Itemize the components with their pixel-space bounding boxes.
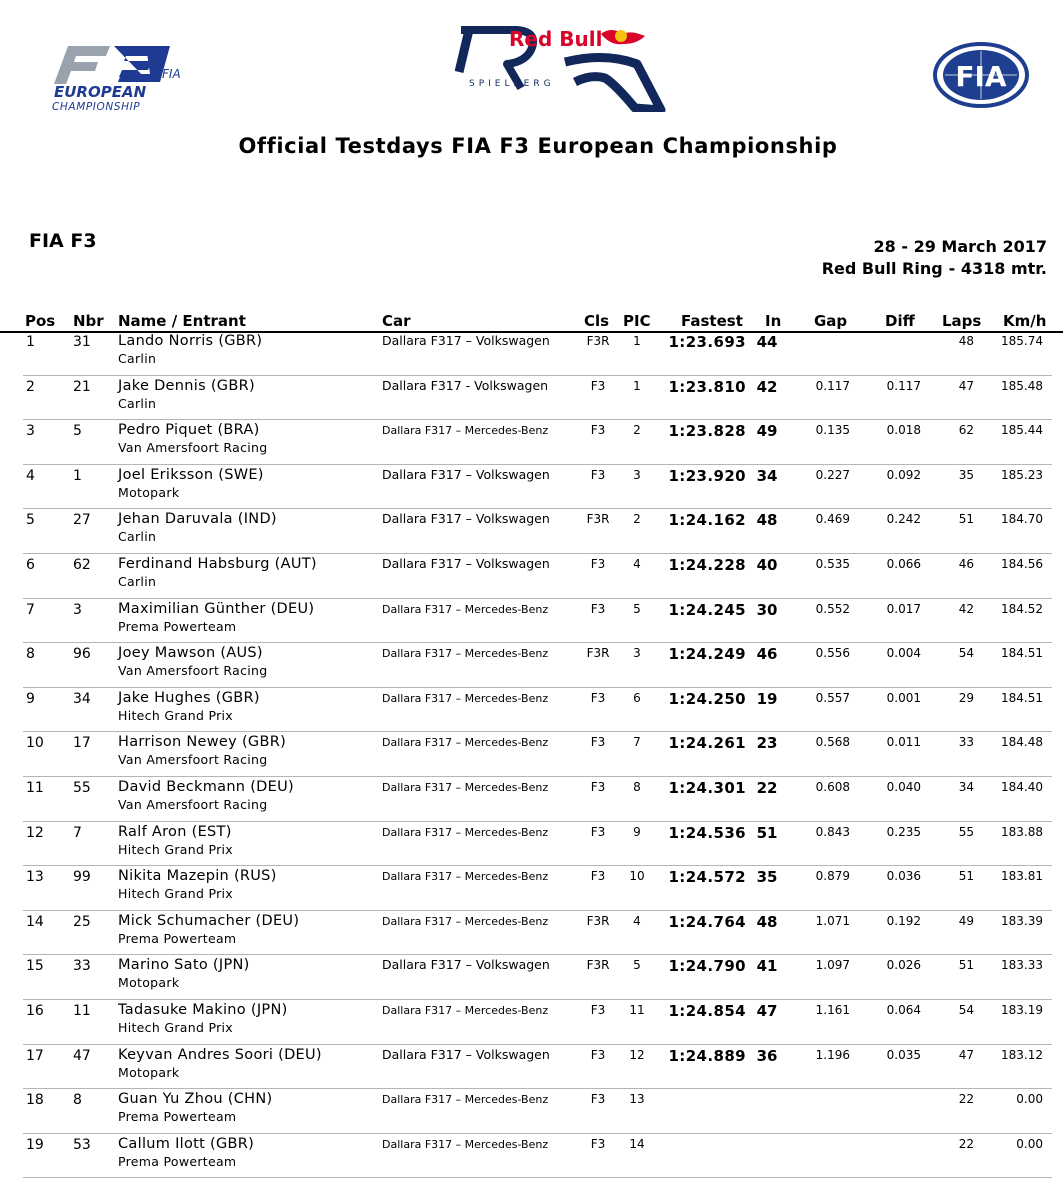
cell-laps: 29 — [958, 690, 974, 705]
svg-text:SPIELBERG: SPIELBERG — [469, 79, 555, 89]
cell-in: 22 — [756, 778, 778, 797]
cell-entrant: Motopark — [118, 1064, 180, 1080]
cell-pos: 13 — [26, 869, 44, 886]
cell-diff: 0.004 — [886, 646, 921, 661]
cell-driver-name: Marino Sato (JPN) — [118, 957, 250, 974]
cell-driver-name: Keyvan Andres Soori (DEU) — [118, 1046, 322, 1063]
col-name-header: Name / Entrant — [118, 312, 246, 330]
cell-cls: F3 — [590, 735, 606, 750]
cell-entrant: Prema Powerteam — [118, 1153, 237, 1169]
cell-entrant: Hitech Grand Prix — [118, 886, 233, 902]
table-row — [23, 554, 1052, 599]
cell-fastest: 1:24.572 — [668, 868, 746, 887]
cell-laps: 42 — [958, 601, 974, 616]
svg-text:FIA: FIA — [162, 67, 181, 81]
table-row — [23, 376, 1052, 421]
cell-pic: 5 — [633, 958, 641, 973]
table-row — [23, 643, 1052, 688]
cell-driver-name: Maximilian Günther (DEU) — [118, 600, 315, 617]
cell-fastest: 1:24.250 — [668, 689, 746, 708]
col-nbr-header: Nbr — [73, 312, 104, 330]
cell-kmh: 185.23 — [1001, 467, 1043, 482]
cell-driver-name: Ralf Aron (EST) — [118, 823, 232, 840]
cell-nbr: 27 — [73, 512, 91, 529]
results-table-body — [0, 331, 1063, 1178]
cell-entrant: Hitech Grand Prix — [118, 841, 233, 857]
svg-text:CHAMPIONSHIP: CHAMPIONSHIP — [52, 101, 141, 113]
cell-pos: 12 — [26, 824, 44, 841]
cell-nbr: 1 — [73, 467, 82, 484]
fia-logo — [933, 42, 1029, 108]
cell-pos: 4 — [26, 467, 35, 484]
cell-diff: 0.018 — [886, 423, 921, 438]
cell-gap: 0.843 — [815, 824, 850, 839]
cell-cls: F3 — [590, 378, 606, 393]
cell-nbr: 53 — [73, 1136, 91, 1153]
cell-nbr: 96 — [73, 646, 91, 663]
cell-diff: 0.242 — [886, 512, 921, 527]
cell-entrant: Van Amersfoort Racing — [118, 440, 268, 456]
cell-cls: F3 — [590, 601, 606, 616]
cell-pic: 5 — [633, 601, 641, 616]
f3-european-championship-logo — [48, 42, 198, 114]
cell-gap: 0.608 — [815, 779, 850, 794]
cell-entrant: Carlin — [118, 529, 157, 545]
cell-gap: 0.557 — [815, 690, 850, 705]
cell-fastest: 1:24.228 — [668, 555, 746, 574]
cell-car: Dallara F317 – Volkswagen — [382, 957, 550, 973]
cell-laps: 62 — [958, 423, 974, 438]
cell-nbr: 47 — [73, 1047, 91, 1064]
cell-cls: F3R — [586, 334, 610, 348]
svg-text:EUROPEAN: EUROPEAN — [54, 83, 147, 101]
cell-entrant: Hitech Grand Prix — [118, 1019, 233, 1035]
cell-laps: 51 — [958, 869, 974, 884]
cell-pos: 5 — [26, 512, 35, 529]
cell-kmh: 185.48 — [1001, 378, 1043, 393]
cell-diff: 0.092 — [886, 467, 921, 482]
cell-in: 49 — [756, 422, 778, 441]
cell-fastest: 1:24.301 — [668, 778, 746, 797]
cell-cls: F3 — [590, 423, 606, 438]
cell-pic: 14 — [629, 1136, 645, 1151]
cell-diff: 0.040 — [886, 779, 921, 794]
table-row — [23, 688, 1052, 733]
cell-nbr: 31 — [73, 334, 91, 350]
cell-cls: F3 — [590, 824, 606, 839]
cell-driver-name: Mick Schumacher (DEU) — [118, 912, 300, 929]
col-cls-header: Cls — [584, 312, 610, 330]
cell-driver-name: Jake Hughes (GBR) — [118, 689, 260, 706]
cell-cls: F3 — [590, 1092, 606, 1107]
cell-pic: 2 — [633, 423, 641, 438]
cell-fastest: 1:24.764 — [668, 912, 746, 931]
cell-fastest: 1:23.920 — [668, 466, 746, 485]
cell-pos: 3 — [26, 423, 35, 440]
cell-pos: 7 — [26, 601, 35, 618]
cell-nbr: 7 — [73, 824, 82, 841]
cell-entrant: Van Amersfoort Racing — [118, 752, 268, 768]
cell-gap: 0.552 — [815, 601, 850, 616]
cell-fastest: 1:23.828 — [668, 422, 746, 441]
cell-laps: 34 — [958, 779, 974, 794]
cell-in: 30 — [756, 600, 778, 619]
cell-diff: 0.066 — [886, 556, 921, 571]
table-row — [23, 732, 1052, 777]
cell-nbr: 5 — [73, 423, 82, 440]
cell-car: Dallara F317 – Mercedes-Benz — [382, 870, 549, 884]
cell-kmh: 183.19 — [1001, 1002, 1043, 1017]
cell-diff: 0.035 — [886, 1047, 921, 1062]
cell-cls: F3 — [590, 869, 606, 884]
cell-cls: F3R — [586, 646, 610, 661]
cell-pic: 12 — [629, 1047, 645, 1062]
cell-kmh: 183.33 — [1001, 958, 1043, 973]
cell-pos: 16 — [26, 1002, 44, 1019]
cell-cls: F3 — [590, 690, 606, 705]
table-row — [23, 955, 1052, 1000]
cell-diff: 0.192 — [886, 913, 921, 928]
cell-nbr: 8 — [73, 1092, 82, 1109]
cell-pic: 10 — [629, 869, 645, 884]
cell-laps: 33 — [958, 735, 974, 750]
table-row — [23, 866, 1052, 911]
table-row — [23, 1134, 1052, 1179]
col-car-header: Car — [382, 312, 411, 330]
cell-kmh: 183.39 — [1001, 913, 1043, 928]
cell-kmh: 184.51 — [1001, 646, 1043, 661]
table-row — [23, 465, 1052, 510]
cell-driver-name: Tadasuke Makino (JPN) — [118, 1001, 288, 1018]
circuit-name: Red Bull Ring — [821, 259, 943, 278]
cell-laps: 49 — [958, 913, 974, 928]
cell-laps: 22 — [958, 1092, 974, 1107]
col-laps-header: Laps — [942, 312, 982, 330]
cell-laps: 55 — [958, 824, 974, 839]
red-bull-ring-logo — [455, 22, 675, 112]
cell-pos: 6 — [26, 556, 35, 573]
cell-nbr: 11 — [73, 1002, 91, 1019]
cell-fastest: 1:24.245 — [668, 600, 746, 619]
table-row — [23, 331, 1052, 376]
cell-driver-name: Jake Dennis (GBR) — [118, 377, 255, 394]
cell-gap: 0.535 — [815, 556, 850, 571]
cell-diff: 0.026 — [886, 958, 921, 973]
cell-nbr: 3 — [73, 601, 82, 618]
cell-car: Dallara F317 – Mercedes-Benz — [382, 647, 549, 661]
cell-pos: 15 — [26, 958, 44, 975]
cell-kmh: 0.00 — [1016, 1136, 1043, 1151]
cell-pic: 13 — [629, 1092, 645, 1107]
cell-nbr: 25 — [73, 913, 91, 930]
cell-pos: 18 — [26, 1092, 44, 1109]
col-diff-header: Diff — [885, 312, 915, 330]
cell-car: Dallara F317 – Volkswagen — [382, 555, 550, 571]
cell-diff: 0.036 — [886, 869, 921, 884]
cell-pic: 1 — [633, 334, 641, 348]
cell-kmh: 183.81 — [1001, 869, 1043, 884]
cell-entrant: Carlin — [118, 351, 157, 366]
cell-in: 51 — [756, 823, 778, 842]
table-row — [23, 1045, 1052, 1090]
table-row — [23, 509, 1052, 554]
cell-car: Dallara F317 – Mercedes-Benz — [382, 1137, 549, 1151]
cell-entrant: Carlin — [118, 395, 157, 411]
cell-diff: 0.117 — [886, 378, 921, 393]
cell-in: 36 — [756, 1046, 778, 1065]
cell-driver-name: Joey Mawson (AUS) — [118, 645, 263, 662]
event-dates: 28 - 29 March 2017 — [873, 237, 1047, 256]
cell-diff: 0.235 — [886, 824, 921, 839]
cell-fastest: 1:23.810 — [668, 377, 746, 396]
cell-cls: F3 — [590, 556, 606, 571]
cell-gap: 1.071 — [815, 913, 850, 928]
cell-car: Dallara F317 – Volkswagen — [382, 511, 550, 527]
col-pos-header: Pos — [25, 312, 56, 330]
cell-in: 47 — [756, 1001, 778, 1020]
cell-fastest: 1:24.536 — [668, 823, 746, 842]
cell-kmh: 184.40 — [1001, 779, 1043, 794]
cell-car: Dallara F317 – Volkswagen — [382, 333, 550, 348]
cell-entrant: Hitech Grand Prix — [118, 707, 233, 723]
table-row — [23, 822, 1052, 867]
cell-fastest: 1:24.162 — [668, 511, 746, 530]
cell-laps: 22 — [958, 1136, 974, 1151]
cell-gap: 0.135 — [815, 423, 850, 438]
cell-pos: 10 — [26, 735, 44, 752]
cell-laps: 47 — [958, 1047, 974, 1062]
cell-pic: 2 — [633, 512, 641, 527]
cell-car: Dallara F317 – Mercedes-Benz — [382, 825, 549, 839]
col-pic-header: PIC — [623, 312, 651, 330]
cell-pic: 7 — [633, 735, 641, 750]
cell-pos: 17 — [26, 1047, 44, 1064]
cell-laps: 54 — [958, 1002, 974, 1017]
cell-diff: 0.017 — [886, 601, 921, 616]
cell-in: 48 — [756, 912, 778, 931]
cell-pos: 19 — [26, 1136, 44, 1153]
cell-fastest: 1:23.693 — [668, 333, 746, 351]
cell-kmh: 184.56 — [1001, 556, 1043, 571]
cell-car: Dallara F317 – Mercedes-Benz — [382, 424, 549, 438]
cell-car: Dallara F317 – Mercedes-Benz — [382, 602, 549, 616]
cell-laps: 47 — [958, 378, 974, 393]
cell-pic: 3 — [633, 646, 641, 661]
page-title: Official Testdays FIA F3 European Championship — [238, 134, 838, 158]
cell-in: 34 — [756, 466, 778, 485]
cell-kmh: 183.88 — [1001, 824, 1043, 839]
col-in-header: In — [765, 312, 782, 330]
cell-entrant: Motopark — [118, 975, 180, 991]
circuit-info — [822, 259, 1047, 278]
table-row — [23, 777, 1052, 822]
cell-in: 44 — [756, 333, 778, 351]
cell-car: Dallara F317 – Mercedes-Benz — [382, 736, 549, 750]
cell-laps: 51 — [958, 958, 974, 973]
cell-kmh: 184.48 — [1001, 735, 1043, 750]
cell-pic: 4 — [633, 556, 641, 571]
cell-fastest: 1:24.790 — [668, 957, 746, 976]
cell-car: Dallara F317 – Mercedes-Benz — [382, 691, 549, 705]
cell-gap: 1.097 — [815, 958, 850, 973]
cell-in: 23 — [756, 734, 778, 753]
cell-diff: 0.011 — [886, 735, 921, 750]
cell-in: 42 — [756, 377, 778, 396]
cell-driver-name: Nikita Mazepin (RUS) — [118, 868, 277, 885]
cell-cls: F3 — [590, 1136, 606, 1151]
cell-entrant: Motopark — [118, 484, 180, 500]
sun-icon — [615, 30, 627, 42]
cell-cls: F3R — [586, 913, 610, 928]
cell-pic: 8 — [633, 779, 641, 794]
cell-laps: 51 — [958, 512, 974, 527]
cell-kmh: 184.52 — [1001, 601, 1043, 616]
cell-laps: 46 — [958, 556, 974, 571]
cell-driver-name: Jehan Daruvala (IND) — [118, 511, 277, 528]
cell-in: 41 — [756, 957, 778, 976]
cell-in: 48 — [756, 511, 778, 530]
table-row — [23, 420, 1052, 465]
cell-pos: 9 — [26, 690, 35, 707]
cell-nbr: 17 — [73, 735, 91, 752]
cell-cls: F3 — [590, 779, 606, 794]
cell-car: Dallara F317 – Volkswagen — [382, 1046, 550, 1062]
cell-pos: 2 — [26, 378, 35, 395]
col-gap-header: Gap — [814, 312, 848, 330]
cell-driver-name: Ferdinand Habsburg (AUT) — [118, 555, 317, 572]
cell-kmh: 183.12 — [1001, 1047, 1043, 1062]
cell-car: Dallara F317 - Volkswagen — [382, 377, 549, 393]
cell-pos: 11 — [26, 779, 44, 796]
cell-entrant: Prema Powerteam — [118, 1109, 237, 1125]
cell-car: Dallara F317 – Mercedes-Benz — [382, 914, 549, 928]
cell-car: Dallara F317 – Volkswagen — [382, 466, 550, 482]
cell-in: 40 — [756, 555, 778, 574]
cell-nbr: 99 — [73, 869, 91, 886]
cell-nbr: 34 — [73, 690, 91, 707]
cell-driver-name: Guan Yu Zhou (CHN) — [118, 1091, 273, 1108]
cell-kmh: 184.70 — [1001, 512, 1043, 527]
cell-car: Dallara F317 – Mercedes-Benz — [382, 1003, 549, 1017]
cell-in: 19 — [756, 689, 778, 708]
cell-driver-name: Joel Eriksson (SWE) — [118, 466, 264, 483]
cell-driver-name: Harrison Newey (GBR) — [118, 734, 287, 751]
circuit-length: - 4318 mtr. — [948, 259, 1047, 278]
col-fastest-header: Fastest — [681, 312, 743, 330]
cell-pic: 6 — [633, 690, 641, 705]
svg-text:FIA: FIA — [955, 60, 1007, 93]
cell-gap: 0.227 — [815, 467, 850, 482]
cell-cls: F3 — [590, 467, 606, 482]
cell-driver-name: Callum Ilott (GBR) — [118, 1135, 255, 1152]
cell-driver-name: Lando Norris (GBR) — [118, 333, 263, 349]
cell-pos: 14 — [26, 913, 44, 930]
cell-gap: 1.196 — [815, 1047, 850, 1062]
cell-car: Dallara F317 – Mercedes-Benz — [382, 1093, 549, 1107]
cell-pic: 3 — [633, 467, 641, 482]
cell-driver-name: Pedro Piquet (BRA) — [118, 422, 260, 439]
cell-pos: 8 — [26, 646, 35, 663]
svg-text:Red Bull: Red Bull — [509, 27, 603, 51]
results-table-header — [0, 311, 1063, 333]
cell-entrant: Prema Powerteam — [118, 618, 237, 634]
table-row — [23, 911, 1052, 956]
col-kmh-header: Km/h — [1003, 312, 1047, 330]
cell-entrant: Van Amersfoort Racing — [118, 663, 268, 679]
cell-fastest: 1:24.854 — [668, 1001, 746, 1020]
cell-kmh: 185.74 — [1001, 334, 1043, 348]
cell-gap: 0.568 — [815, 735, 850, 750]
cell-entrant: Van Amersfoort Racing — [118, 796, 268, 812]
cell-gap: 1.161 — [815, 1002, 850, 1017]
cell-nbr: 55 — [73, 779, 91, 796]
cell-gap: 0.117 — [815, 378, 850, 393]
table-row — [23, 1089, 1052, 1134]
cell-cls: F3 — [590, 1002, 606, 1017]
cell-in: 46 — [756, 645, 778, 664]
cell-pic: 11 — [629, 1002, 645, 1017]
cell-kmh: 185.44 — [1001, 423, 1043, 438]
cell-kmh: 0.00 — [1016, 1092, 1043, 1107]
cell-kmh: 184.51 — [1001, 690, 1043, 705]
cell-car: Dallara F317 – Mercedes-Benz — [382, 780, 549, 794]
cell-in: 35 — [756, 868, 778, 887]
table-row — [23, 1000, 1052, 1045]
cell-nbr: 21 — [73, 378, 91, 395]
cell-nbr: 33 — [73, 958, 91, 975]
cell-fastest: 1:24.889 — [668, 1046, 746, 1065]
cell-diff: 0.001 — [886, 690, 921, 705]
cell-pic: 1 — [633, 378, 641, 393]
cell-cls: F3 — [590, 1047, 606, 1062]
series-label: FIA F3 — [29, 230, 97, 252]
cell-driver-name: David Beckmann (DEU) — [118, 778, 294, 795]
cell-pos: 1 — [26, 334, 35, 350]
cell-gap: 0.469 — [815, 512, 850, 527]
table-row — [23, 599, 1052, 644]
cell-laps: 54 — [958, 646, 974, 661]
cell-diff: 0.064 — [886, 1002, 921, 1017]
cell-cls: F3R — [586, 512, 610, 527]
cell-cls: F3R — [586, 958, 610, 973]
cell-gap: 0.556 — [815, 646, 850, 661]
cell-fastest: 1:24.261 — [668, 734, 746, 753]
cell-gap: 0.879 — [815, 869, 850, 884]
cell-fastest: 1:24.249 — [668, 645, 746, 664]
cell-entrant: Carlin — [118, 573, 157, 589]
cell-pic: 9 — [633, 824, 641, 839]
cell-entrant: Prema Powerteam — [118, 930, 237, 946]
cell-laps: 35 — [958, 467, 974, 482]
cell-laps: 48 — [958, 334, 974, 348]
cell-pic: 4 — [633, 913, 641, 928]
cell-nbr: 62 — [73, 556, 91, 573]
